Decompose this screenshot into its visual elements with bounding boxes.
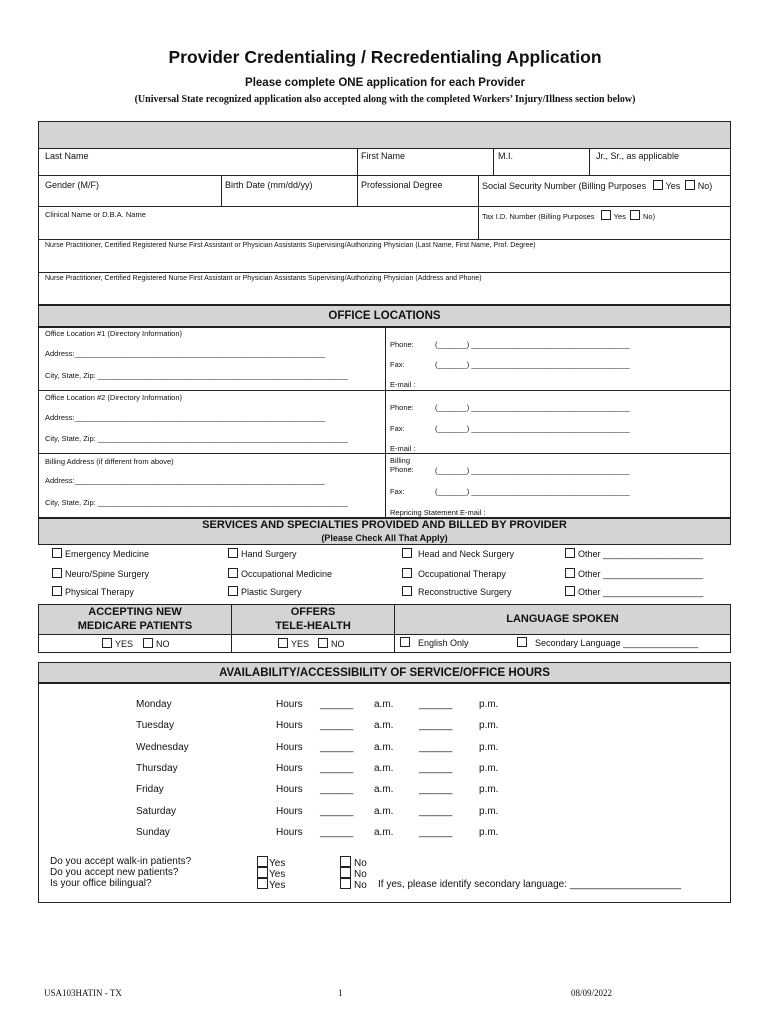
hours-label: Hours — [276, 699, 303, 710]
am-label: a.m. — [374, 826, 394, 838]
checkbox-icon[interactable] — [565, 548, 575, 558]
tax-id-field[interactable] — [482, 210, 655, 221]
professional-degree-field[interactable]: Professional Degree — [361, 180, 443, 190]
secondary-language-field[interactable]: If yes, please identify secondary language: ____________________ — [378, 879, 682, 890]
yes-label: Yes — [269, 880, 286, 891]
medicare-yes[interactable] — [102, 638, 133, 649]
service-label: Neuro/Spine Surgery — [65, 569, 150, 579]
service-label: Emergency Medicine — [65, 549, 150, 559]
office1-phone-label: Phone: — [390, 340, 414, 349]
tax-no-label: No) — [642, 212, 656, 221]
page-note: (Universal State recognized application also accepted along with the completed Workers’ Injury/Illness section below) — [134, 94, 636, 105]
new-patients-question: Do you accept new patients? — [50, 867, 179, 878]
tax-yes-label: Yes — [613, 212, 626, 221]
billing-address-field[interactable] — [45, 476, 325, 485]
billing-word: Billing — [390, 456, 411, 465]
tax-yes-checkbox[interactable] — [601, 210, 611, 220]
checkbox-icon[interactable] — [340, 867, 351, 878]
service-neuro-spine-surgery[interactable] — [52, 568, 149, 579]
close-time-field[interactable]: ______ — [419, 699, 453, 710]
checkbox-icon[interactable] — [143, 638, 153, 648]
am-label: a.m. — [374, 762, 394, 774]
office1-label: Office Location #1 (Directory Information) — [45, 329, 183, 338]
checkbox-icon[interactable] — [52, 568, 62, 578]
telehealth-heading-2: TELE-HEALTH — [275, 620, 351, 632]
am-label: a.m. — [374, 741, 394, 753]
header-bar — [38, 121, 731, 149]
service-occupational-therapy[interactable] — [402, 568, 506, 579]
bilingual-question: Is your office bilingual? — [50, 878, 152, 889]
checkbox-icon[interactable] — [340, 878, 351, 889]
ssn-yes-label: Yes — [665, 181, 681, 191]
pm-label: p.m. — [479, 805, 499, 817]
open-time-field[interactable]: ______ — [320, 762, 354, 774]
office2-phone-line: ______________________________________ — [471, 403, 630, 412]
office1-fax-area: (_______) — [435, 360, 470, 369]
office2-address-label: Address: — [45, 413, 75, 422]
checkbox-icon[interactable] — [340, 856, 351, 867]
page-subtitle: Please complete ONE application for each Provider — [245, 77, 525, 89]
billing-fax-area: (_______) — [435, 487, 470, 496]
services-heading: SERVICES AND SPECIALTIES PROVIDED AND BILLED BY PROVIDER — [202, 519, 567, 531]
page-title: Provider Credentialing / Recredentialing Application — [168, 47, 602, 67]
open-time-field[interactable]: ______ — [320, 826, 354, 838]
repricing-email-field[interactable]: Repricing Statement E-mail : — [390, 508, 486, 517]
medicare-no[interactable] — [143, 638, 170, 649]
office1-city-label: City, State, Zip: — [45, 371, 96, 380]
ssn-no-checkbox[interactable] — [685, 180, 695, 190]
day-label: Friday — [136, 784, 164, 796]
medicare-no-label: NO — [156, 639, 170, 649]
office1-address-field[interactable] — [45, 349, 325, 358]
hours-label: Hours — [276, 826, 303, 838]
checkbox-icon[interactable] — [565, 586, 575, 596]
service-head-neck-surgery[interactable] — [402, 548, 514, 559]
office2-fax-field[interactable] — [435, 424, 630, 433]
checkbox-icon[interactable] — [257, 856, 268, 867]
open-time-field[interactable]: ______ — [320, 699, 354, 710]
service-emergency-medicine[interactable] — [52, 548, 149, 559]
hours-label: Hours — [276, 720, 303, 732]
office1-fax-line: ______________________________________ — [471, 360, 630, 369]
service-other-1[interactable] — [565, 548, 703, 559]
birth-date-field[interactable]: Birth Date (mm/dd/yy) — [225, 180, 313, 190]
office1-city-field[interactable] — [45, 371, 348, 380]
telehealth-options — [231, 634, 395, 653]
no-label: No — [354, 869, 367, 880]
service-label: Physical Therapy — [65, 587, 134, 597]
checkbox-icon[interactable] — [102, 638, 112, 648]
yes-label: Yes — [269, 858, 286, 869]
office2-fax-line: ______________________________________ — [471, 424, 630, 433]
billing-phone-line: ______________________________________ — [471, 466, 630, 475]
checkbox-icon[interactable] — [228, 586, 238, 596]
close-time-field[interactable]: ______ — [419, 805, 453, 817]
gender-field[interactable]: Gender (M/F) — [45, 180, 100, 190]
billing-city-line: ____________________________________________________________ — [97, 498, 349, 507]
english-only-label: English Only — [418, 638, 469, 648]
checkbox-icon[interactable] — [52, 586, 62, 596]
office2-address-field[interactable] — [45, 413, 325, 422]
checkbox-icon[interactable] — [402, 586, 412, 596]
medicare-options — [38, 634, 232, 653]
service-label: Reconstructive Surgery — [418, 587, 512, 597]
close-time-field[interactable]: ______ — [419, 826, 453, 838]
office2-address-line: ____________________________________________________________ — [74, 413, 325, 422]
first-name-field[interactable]: First Name — [361, 151, 406, 161]
supervising-physician-address-field[interactable]: Nurse Practitioner, Certified Registered Nurse First Assistant or Physician Assistants Supervising/Authorizing Physician (Address and Phone) — [45, 275, 482, 282]
service-label: Occupational Medicine — [241, 569, 333, 579]
tax-no-checkbox[interactable] — [630, 210, 640, 220]
service-label: Plastic Surgery — [241, 587, 302, 597]
day-label: Thursday — [136, 762, 178, 774]
pm-label: p.m. — [479, 784, 499, 796]
billing-fax-field[interactable] — [435, 487, 630, 496]
billing-city-label: City, State, Zip: — [45, 498, 96, 507]
day-label: Sunday — [136, 826, 170, 838]
medicare-yes-label: YES — [115, 639, 134, 649]
ssn-field[interactable] — [482, 180, 712, 191]
pm-label: p.m. — [479, 720, 499, 732]
am-label: a.m. — [374, 805, 394, 817]
checkbox-icon[interactable] — [565, 568, 575, 578]
am-label: a.m. — [374, 720, 394, 732]
office1-phone-field[interactable] — [435, 340, 630, 349]
medicare-heading-1: ACCEPTING NEW — [88, 606, 182, 618]
language-heading: LANGUAGE SPOKEN — [506, 613, 619, 625]
office-locations-heading: OFFICE LOCATIONS — [328, 310, 441, 322]
pm-label: p.m. — [479, 699, 499, 710]
suffix-field[interactable]: Jr., Sr., as applicable — [596, 151, 680, 161]
supervising-physician-name-field[interactable]: Nurse Practitioner, Certified Registered Nurse First Assistant or Physician Assistants Supervising/Authorizing Physician (Last Name, First Name, Prof. Degree) — [45, 242, 536, 249]
office2-city-field[interactable] — [45, 434, 348, 443]
availability-heading: AVAILABILITY/ACCESSIBILITY OF SERVICE/OFFICE HOURS — [219, 667, 550, 679]
checkbox-icon[interactable] — [318, 638, 328, 648]
service-occupational-medicine[interactable] — [228, 568, 332, 579]
office1-address-line: ____________________________________________________________ — [74, 349, 325, 358]
language-secondary[interactable] — [517, 637, 698, 648]
service-label: Hand Surgery — [241, 549, 297, 559]
open-time-field[interactable]: ______ — [320, 784, 354, 796]
no-label: No — [354, 880, 367, 891]
service-hand-surgery[interactable] — [228, 548, 297, 559]
ssn-yes-checkbox[interactable] — [653, 180, 663, 190]
checkbox-icon[interactable] — [402, 548, 412, 558]
ssn-label: Social Security Number (Billing Purposes — [482, 181, 647, 191]
office2-phone-field[interactable] — [435, 403, 630, 412]
office1-address-label: Address: — [45, 349, 75, 358]
hours-label: Hours — [276, 805, 303, 817]
checkbox-icon[interactable] — [517, 637, 527, 647]
telehealth-no-label: NO — [331, 639, 345, 649]
secondary-language-label: Secondary Language _______________ — [535, 638, 699, 648]
service-label: Other ____________________ — [578, 569, 704, 579]
service-label: Other ____________________ — [578, 549, 704, 559]
office2-email-field[interactable]: E-mail : — [390, 444, 416, 453]
pm-label: p.m. — [479, 741, 499, 753]
day-label: Saturday — [136, 805, 177, 817]
day-label: Monday — [136, 699, 172, 710]
office2-fax-area: (_______) — [435, 424, 470, 433]
pm-label: p.m. — [479, 762, 499, 774]
billing-fax-label: Fax: — [390, 487, 405, 496]
middle-initial-field[interactable]: M.I. — [498, 151, 513, 161]
office2-fax-label: Fax: — [390, 424, 405, 433]
telehealth-no[interactable] — [318, 638, 345, 649]
language-english-only[interactable] — [400, 637, 469, 648]
office2-label: Office Location #2 (Directory Information) — [45, 393, 183, 402]
office1-email-field[interactable]: E-mail : — [390, 380, 416, 389]
medicare-heading-2: MEDICARE PATIENTS — [77, 620, 193, 632]
checkbox-icon[interactable] — [257, 878, 268, 889]
billing-phone-area: (_______) — [435, 466, 470, 475]
page-number: 1 — [338, 988, 343, 998]
billing-fax-line: ______________________________________ — [471, 487, 630, 496]
form-id: USA103HATIN - TX — [44, 988, 122, 998]
clinical-name-field[interactable]: Clinical Name or D.B.A. Name — [45, 210, 146, 219]
office1-fax-label: Fax: — [390, 360, 405, 369]
form-date: 08/09/2022 — [571, 988, 613, 998]
billing-phone-label: Phone: — [390, 465, 414, 474]
checkbox-icon[interactable] — [52, 548, 62, 558]
telehealth-yes[interactable] — [278, 638, 309, 649]
hours-label: Hours — [276, 784, 303, 796]
telehealth-heading-1: OFFERS — [290, 606, 336, 618]
last-name-field[interactable]: Last Name — [45, 151, 89, 161]
checkbox-icon[interactable] — [402, 568, 412, 578]
yes-label: Yes — [269, 869, 286, 880]
billing-address-label-text: Address: — [45, 476, 75, 485]
office2-phone-area: (_______) — [435, 403, 470, 412]
checkbox-icon[interactable] — [228, 548, 238, 558]
service-other-3[interactable] — [565, 586, 703, 597]
service-label: Head and Neck Surgery — [418, 549, 515, 559]
close-time-field[interactable]: ______ — [419, 784, 453, 796]
service-label: Occupational Therapy — [418, 569, 506, 579]
checkbox-icon[interactable] — [400, 637, 410, 647]
open-time-field[interactable]: ______ — [320, 805, 354, 817]
service-other-2[interactable] — [565, 568, 703, 579]
walkin-question: Do you accept walk-in patients? — [50, 856, 192, 867]
office1-fax-field[interactable] — [435, 360, 630, 369]
close-time-field[interactable]: ______ — [419, 762, 453, 774]
office1-phone-area: (_______) — [435, 340, 470, 349]
hours-label: Hours — [276, 762, 303, 774]
billing-address-label: Billing Address (if different from above) — [45, 457, 174, 466]
service-physical-therapy[interactable] — [52, 586, 134, 597]
services-subheading: (Please Check All That Apply) — [321, 533, 448, 543]
open-time-field[interactable]: ______ — [320, 720, 354, 732]
tax-id-label: Tax I.D. Number (Billing Purposes — [482, 212, 595, 221]
hours-label: Hours — [276, 741, 303, 753]
checkbox-icon[interactable] — [257, 867, 268, 878]
service-label: Other ____________________ — [578, 587, 704, 597]
day-label: Wednesday — [136, 741, 189, 753]
pm-label: p.m. — [479, 826, 499, 838]
billing-phone-field[interactable] — [435, 466, 630, 475]
telehealth-yes-label: YES — [291, 639, 310, 649]
am-label: a.m. — [374, 699, 394, 710]
checkbox-icon[interactable] — [228, 568, 238, 578]
bilingual-yes[interactable] — [257, 878, 285, 891]
checkbox-icon[interactable] — [278, 638, 288, 648]
office1-city-line: ____________________________________________________________ — [97, 371, 349, 380]
no-label: No — [354, 858, 367, 869]
billing-address-line: ____________________________________________________________ — [74, 476, 325, 485]
office2-phone-label: Phone: — [390, 403, 414, 412]
close-time-field[interactable]: ______ — [419, 741, 453, 753]
office1-phone-line: ______________________________________ — [471, 340, 630, 349]
bilingual-no[interactable] — [340, 878, 367, 891]
ssn-no-label: No) — [697, 181, 713, 191]
office2-city-line: ____________________________________________________________ — [97, 434, 349, 443]
billing-city-field[interactable] — [45, 498, 348, 507]
service-plastic-surgery[interactable] — [228, 586, 302, 597]
service-reconstructive-surgery[interactable] — [402, 586, 512, 597]
day-label: Tuesday — [136, 720, 174, 732]
office2-city-label: City, State, Zip: — [45, 434, 96, 443]
open-time-field[interactable]: ______ — [320, 741, 354, 753]
am-label: a.m. — [374, 784, 394, 796]
close-time-field[interactable]: ______ — [419, 720, 453, 732]
